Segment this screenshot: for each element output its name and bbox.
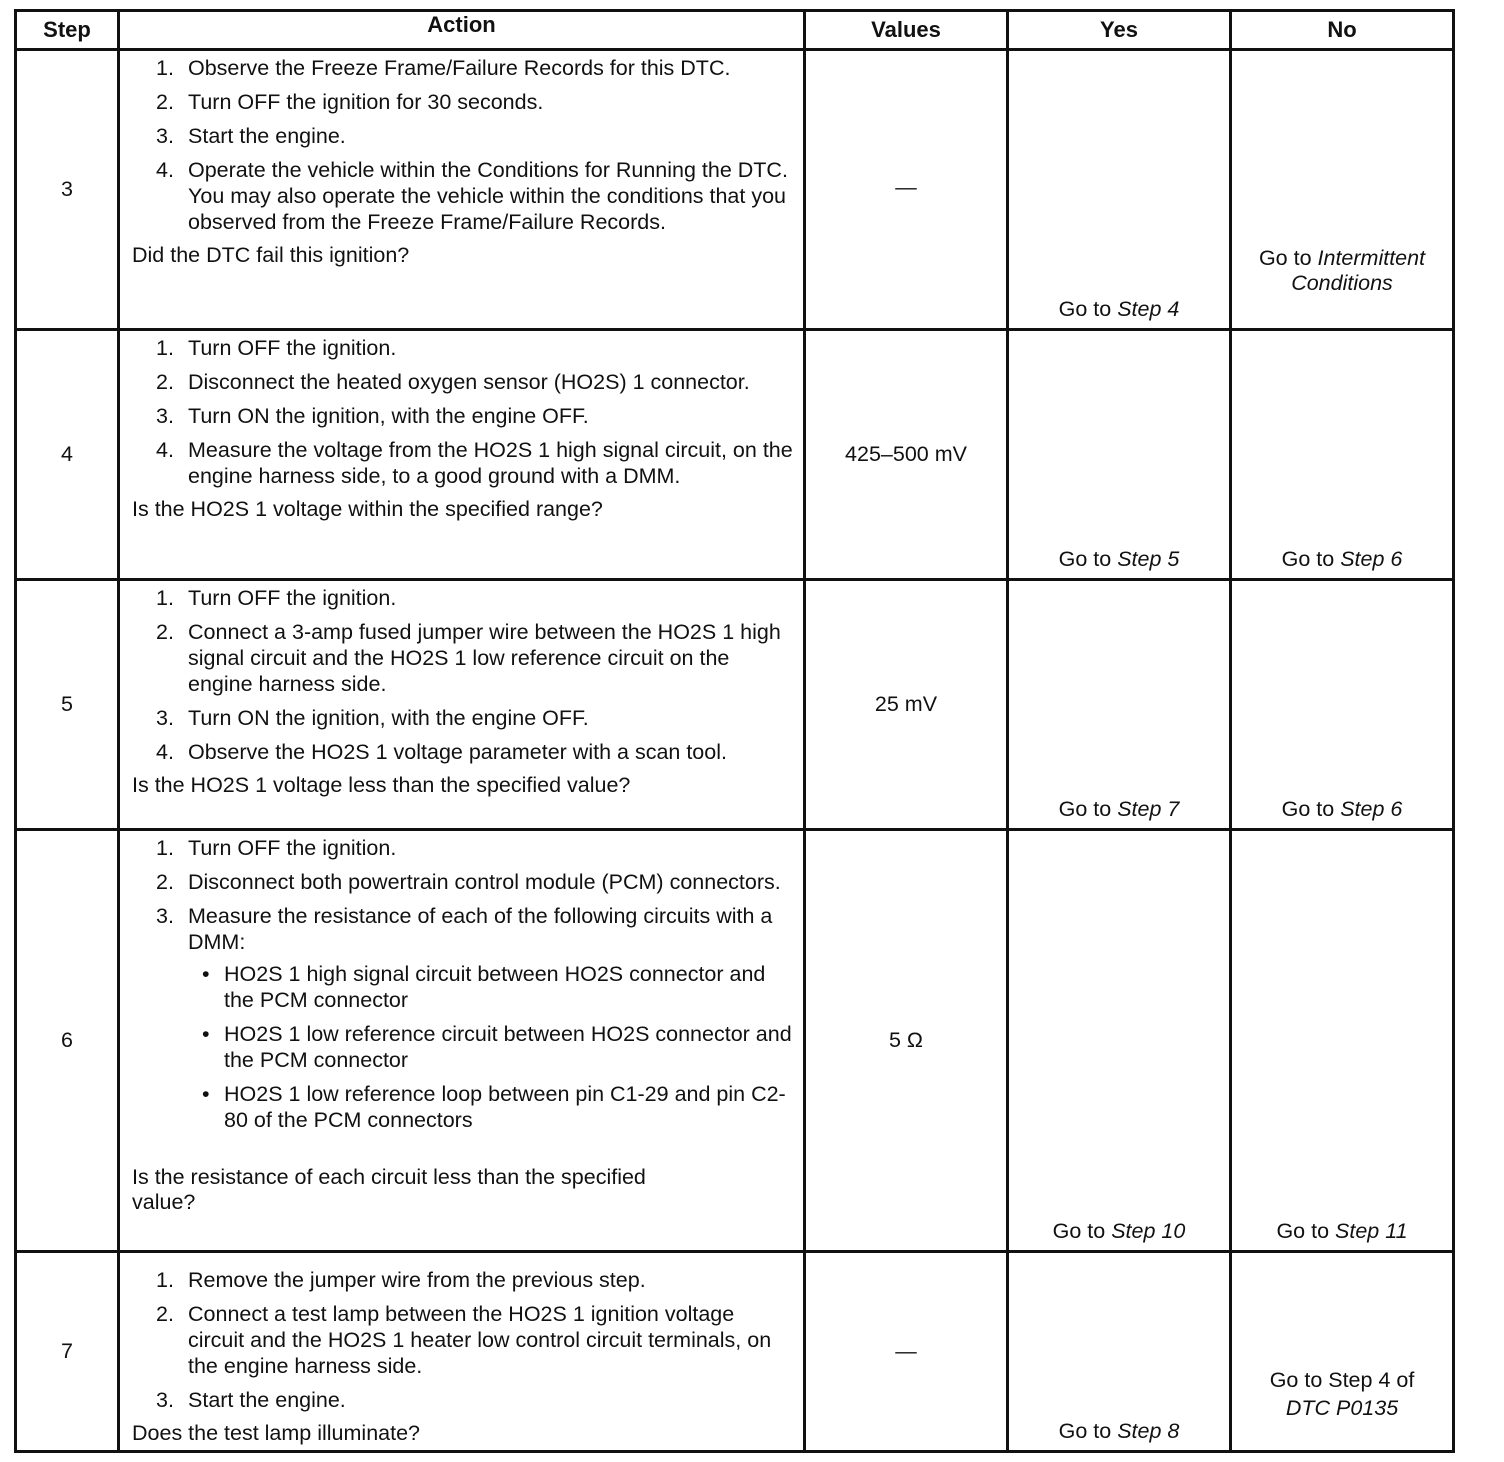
action-item: 4. Measure the voltage from the HO2S 1 high signal circuit, on the engine harness side, to a good ground with a DMM. bbox=[156, 438, 793, 488]
action-cell bbox=[119, 830, 805, 1252]
step-number: 7 bbox=[16, 1252, 119, 1452]
yes-link[interactable]: Go to Step 8 bbox=[1058, 1419, 1180, 1443]
action-item: 3. Turn ON the ignition, with the engine OFF. bbox=[156, 404, 589, 428]
table-row bbox=[16, 50, 1454, 330]
yes-link[interactable]: Go to Step 10 bbox=[1052, 1219, 1186, 1243]
header-yes: Yes bbox=[1008, 11, 1231, 50]
action-item: 3. Turn ON the ignition, with the engine OFF. bbox=[156, 706, 589, 730]
action-cell bbox=[119, 580, 805, 830]
step-number: 5 bbox=[16, 580, 119, 830]
action-item: 2. Disconnect the heated oxygen sensor (HO2S) 1 connector. bbox=[156, 370, 750, 394]
bullet-item: • HO2S 1 high signal circuit between HO2S connector and the PCM connector bbox=[202, 962, 766, 1012]
step-number: 4 bbox=[16, 330, 119, 580]
action-question: Is the HO2S 1 voltage less than the specified value? bbox=[132, 773, 631, 797]
table-row bbox=[16, 1252, 1454, 1452]
no-link[interactable]: Go to Step 6 bbox=[1281, 797, 1403, 821]
no-cell bbox=[1231, 580, 1454, 830]
header-action: Action bbox=[119, 11, 805, 50]
table-row bbox=[16, 330, 1454, 580]
action-question: Is the HO2S 1 voltage within the specified range? bbox=[132, 497, 603, 521]
yes-cell bbox=[1008, 1252, 1231, 1452]
no-cell bbox=[1231, 830, 1454, 1252]
no-cell bbox=[1231, 330, 1454, 580]
step-number: 3 bbox=[16, 50, 119, 330]
action-question: Does the test lamp illuminate? bbox=[132, 1421, 421, 1445]
yes-cell bbox=[1008, 830, 1231, 1252]
action-item: 1. Turn OFF the ignition. bbox=[156, 586, 397, 610]
diagnostic-table bbox=[14, 9, 1455, 1453]
action-item: 3. Start the engine. bbox=[156, 124, 346, 148]
yes-cell bbox=[1008, 330, 1231, 580]
action-item: 2. Turn OFF the ignition for 30 seconds. bbox=[156, 90, 544, 114]
action-item: 4. Observe the HO2S 1 voltage parameter with a scan tool. bbox=[156, 740, 727, 764]
action-item: 2. Connect a test lamp between the HO2S 1 ignition voltage circuit and the HO2S 1 heater low control circuit terminals, on the engine harness side. bbox=[156, 1302, 772, 1378]
yes-cell bbox=[1008, 580, 1231, 830]
value-cell: 25 mV bbox=[805, 580, 1008, 830]
action-item: 3. Measure the resistance of each of the following circuits with a DMM: • HO2S 1 high signal circuit between HO2S connector and the PCM connector • HO2S 1 low reference circuit between HO2S connector and the PCM connector • HO2S 1 low reference loop between pin C1-29 and pin C2-80 of the PCM connectors bbox=[156, 904, 792, 1132]
no-cell bbox=[1231, 1252, 1454, 1452]
no-link[interactable]: Go to Step 4 of DTC P0135 bbox=[1269, 1368, 1415, 1420]
value-cell: 425–500 mV bbox=[805, 330, 1008, 580]
action-item: 3. Start the engine. bbox=[156, 1388, 346, 1412]
yes-cell bbox=[1008, 50, 1231, 330]
table-row bbox=[16, 830, 1454, 1252]
bullet-item: • HO2S 1 low reference loop between pin C1-29 and pin C2-80 of the PCM connectors bbox=[202, 1082, 786, 1132]
action-item: 2. Disconnect both powertrain control module (PCM) connectors. bbox=[156, 870, 781, 894]
header-step: Step bbox=[16, 11, 119, 50]
action-cell bbox=[119, 330, 805, 580]
step-number: 6 bbox=[16, 830, 119, 1252]
action-item: 1. Turn OFF the ignition. bbox=[156, 336, 397, 360]
value-cell: — bbox=[805, 50, 1008, 330]
value-cell: — bbox=[805, 1252, 1008, 1452]
header-no: No bbox=[1231, 11, 1454, 50]
action-cell bbox=[119, 50, 805, 330]
action-question: Is the resistance of each circuit less than the specified value? bbox=[132, 1165, 646, 1214]
yes-link[interactable]: Go to Step 5 bbox=[1058, 547, 1180, 571]
no-link[interactable]: Go to Step 6 bbox=[1281, 547, 1403, 571]
no-link[interactable]: Go to Intermittent Conditions bbox=[1258, 246, 1426, 295]
action-item: 1. Observe the Freeze Frame/Failure Records for this DTC. bbox=[156, 56, 731, 80]
yes-link[interactable]: Go to Step 4 bbox=[1058, 297, 1180, 321]
action-item: 1. Turn OFF the ignition. bbox=[156, 836, 397, 860]
header-values: Values bbox=[805, 11, 1008, 50]
bullet-item: • HO2S 1 low reference circuit between HO2S connector and the PCM connector bbox=[202, 1022, 792, 1072]
header-row bbox=[16, 11, 1454, 50]
table-row bbox=[16, 580, 1454, 830]
action-item: 4. Operate the vehicle within the Conditions for Running the DTC. You may also operate the vehicle within the conditions that you observed from the Freeze Frame/Failure Records. bbox=[156, 158, 788, 234]
value-cell: 5 Ω bbox=[805, 830, 1008, 1252]
action-item: 1. Remove the jumper wire from the previous step. bbox=[156, 1268, 646, 1292]
action-cell bbox=[119, 1252, 805, 1452]
action-question: Did the DTC fail this ignition? bbox=[132, 243, 410, 267]
action-item: 2. Connect a 3-amp fused jumper wire between the HO2S 1 high signal circuit and the HO2S 1 low reference circuit on the engine harness side. bbox=[156, 620, 781, 696]
yes-link[interactable]: Go to Step 7 bbox=[1058, 797, 1180, 821]
no-cell bbox=[1231, 50, 1454, 330]
no-link[interactable]: Go to Step 11 bbox=[1276, 1219, 1408, 1243]
